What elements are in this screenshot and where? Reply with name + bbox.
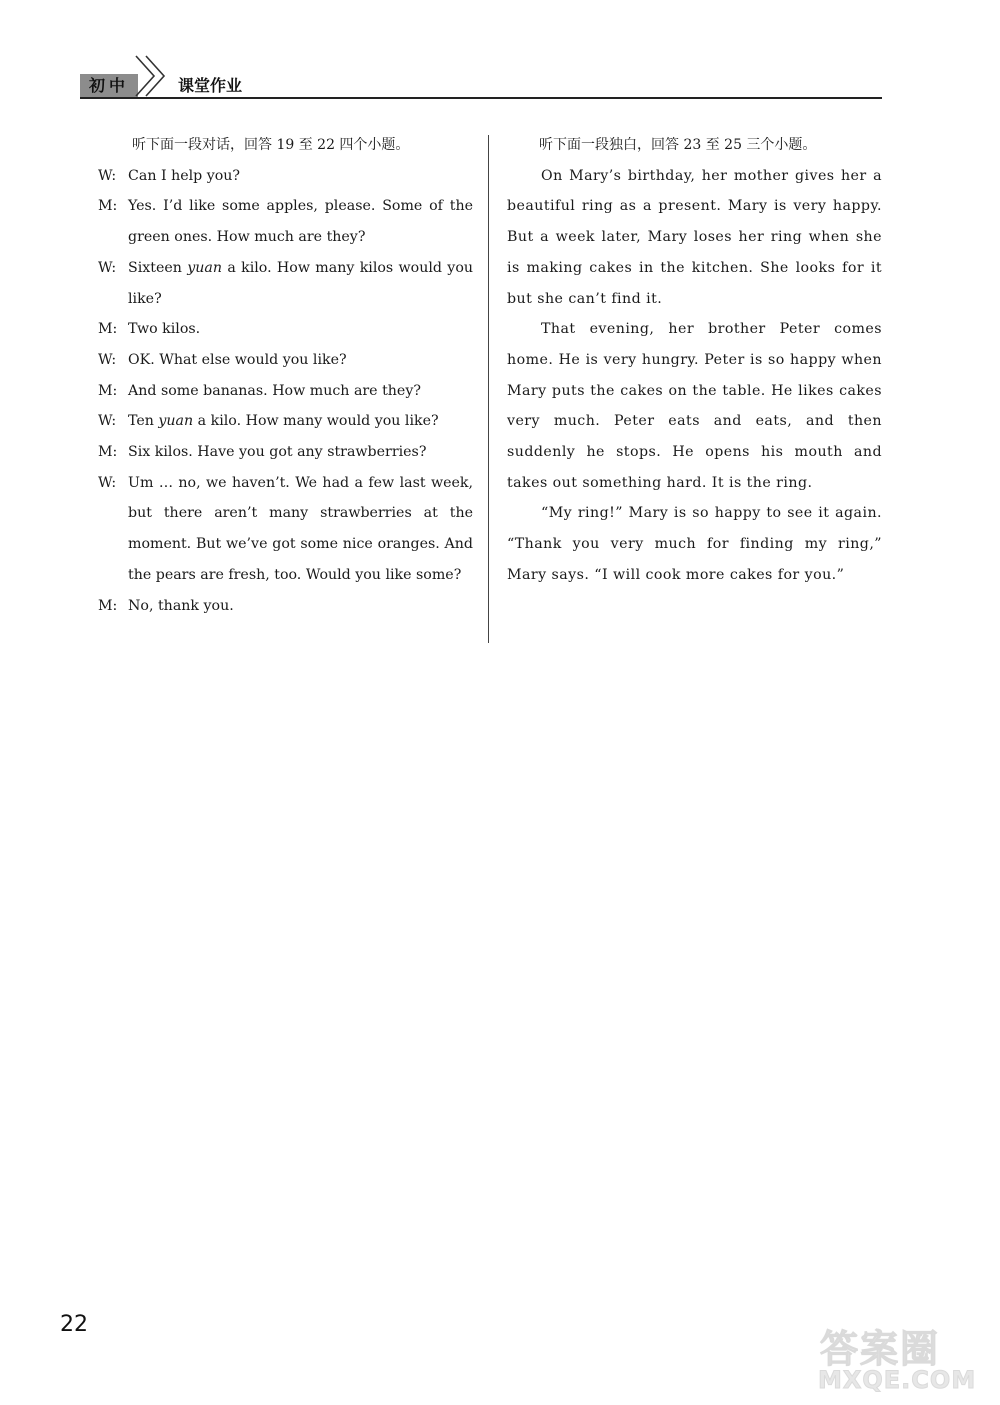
dialogue-line	[98, 345, 473, 376]
column-divider	[488, 135, 489, 643]
dialogue-text: OK. What else would you like?	[128, 351, 347, 368]
dialogue-text: Two kilos.	[128, 321, 201, 338]
dialogue-line	[98, 376, 473, 407]
speaker-label: W:	[98, 474, 117, 491]
speaker-label: W:	[98, 259, 117, 276]
dialogue-line	[98, 314, 473, 345]
dialogue-line	[98, 437, 473, 468]
dialogue-text	[128, 253, 473, 314]
dialogue-text-italic: yuan	[187, 259, 222, 276]
dialogue-text: Yes. I’d like some apples, please. Some of the green ones. How much are they?	[128, 198, 473, 246]
monologue-heading: 听下面一段独白，回答 23 至 25 三个小题。	[539, 137, 817, 153]
dialogue-column	[98, 130, 473, 621]
double-chevron-icon	[132, 52, 172, 100]
speaker-label: W:	[98, 351, 117, 368]
dialogue-text: Um … no, we haven’t. We had a few last week, but there aren’t many strawberries at the moment. But we’ve got some nice oranges. And the pears are fresh, too. Would you like some?	[128, 474, 473, 583]
dialogue-line	[98, 253, 473, 314]
speaker-label: M:	[98, 198, 118, 215]
dialogue-text-part: Sixteen	[128, 259, 188, 276]
speaker-label: W:	[98, 413, 117, 430]
watermark-url-text: MXQE.COM	[818, 1366, 977, 1394]
page-header	[80, 52, 882, 100]
monologue-paragraph: “My ring!” Mary is so happy to see it again. “Thank you very much for finding my ring,” Mary says. “I will cook more cakes for you.”	[507, 505, 882, 583]
dialogue-line	[98, 406, 473, 437]
header-title: 课堂作业	[178, 76, 243, 95]
monologue-column	[507, 130, 882, 591]
site-watermark	[818, 1318, 988, 1398]
speaker-label: M:	[98, 597, 118, 614]
header-rule	[80, 97, 882, 99]
dialogue-text: Can I help you?	[128, 167, 241, 184]
dialogue-line	[98, 591, 473, 622]
header-level-tab: 初中	[80, 74, 138, 98]
speaker-label: M:	[98, 321, 118, 338]
monologue-paragraph: That evening, her brother Peter comes home. He is very hungry. Peter is so happy when Mary puts the cakes on the table. He likes cakes very much. Peter eats and eats, and then suddenly he stops. He opens his mouth and takes out something hard. It is the ring.	[507, 321, 882, 491]
dialogue-text: Six kilos. Have you got any strawberries?	[128, 444, 427, 461]
speaker-label: M:	[98, 382, 118, 399]
dialogue-text-part: a kilo. How many would you like?	[193, 413, 439, 430]
dialogue-heading: 听下面一段对话，回答 19 至 22 四个小题。	[132, 137, 410, 153]
watermark-logo-text: 答案圈	[820, 1327, 941, 1371]
dialogue-line	[98, 468, 473, 591]
speaker-label: W:	[98, 167, 117, 184]
dialogue-text	[128, 406, 473, 437]
dialogue-line	[98, 191, 473, 252]
dialogue-text-part: Ten	[128, 413, 159, 430]
dialogue-text: No, thank you.	[128, 597, 234, 614]
monologue-paragraph: On Mary’s birthday, her mother gives her a beautiful ring as a present. Mary is very happy. But a week later, Mary loses her ring when she is making cakes in the kitchen. She looks for it but she can’t find it.	[507, 167, 882, 307]
dialogue-line	[98, 161, 473, 192]
dialogue-text-italic: yuan	[158, 413, 194, 430]
dialogue-text-part: a kilo. How many kilos would you like?	[128, 259, 473, 307]
speaker-label: M:	[98, 444, 118, 461]
page-number: 22	[60, 1312, 88, 1337]
dialogue-text: And some bananas. How much are they?	[128, 382, 421, 399]
